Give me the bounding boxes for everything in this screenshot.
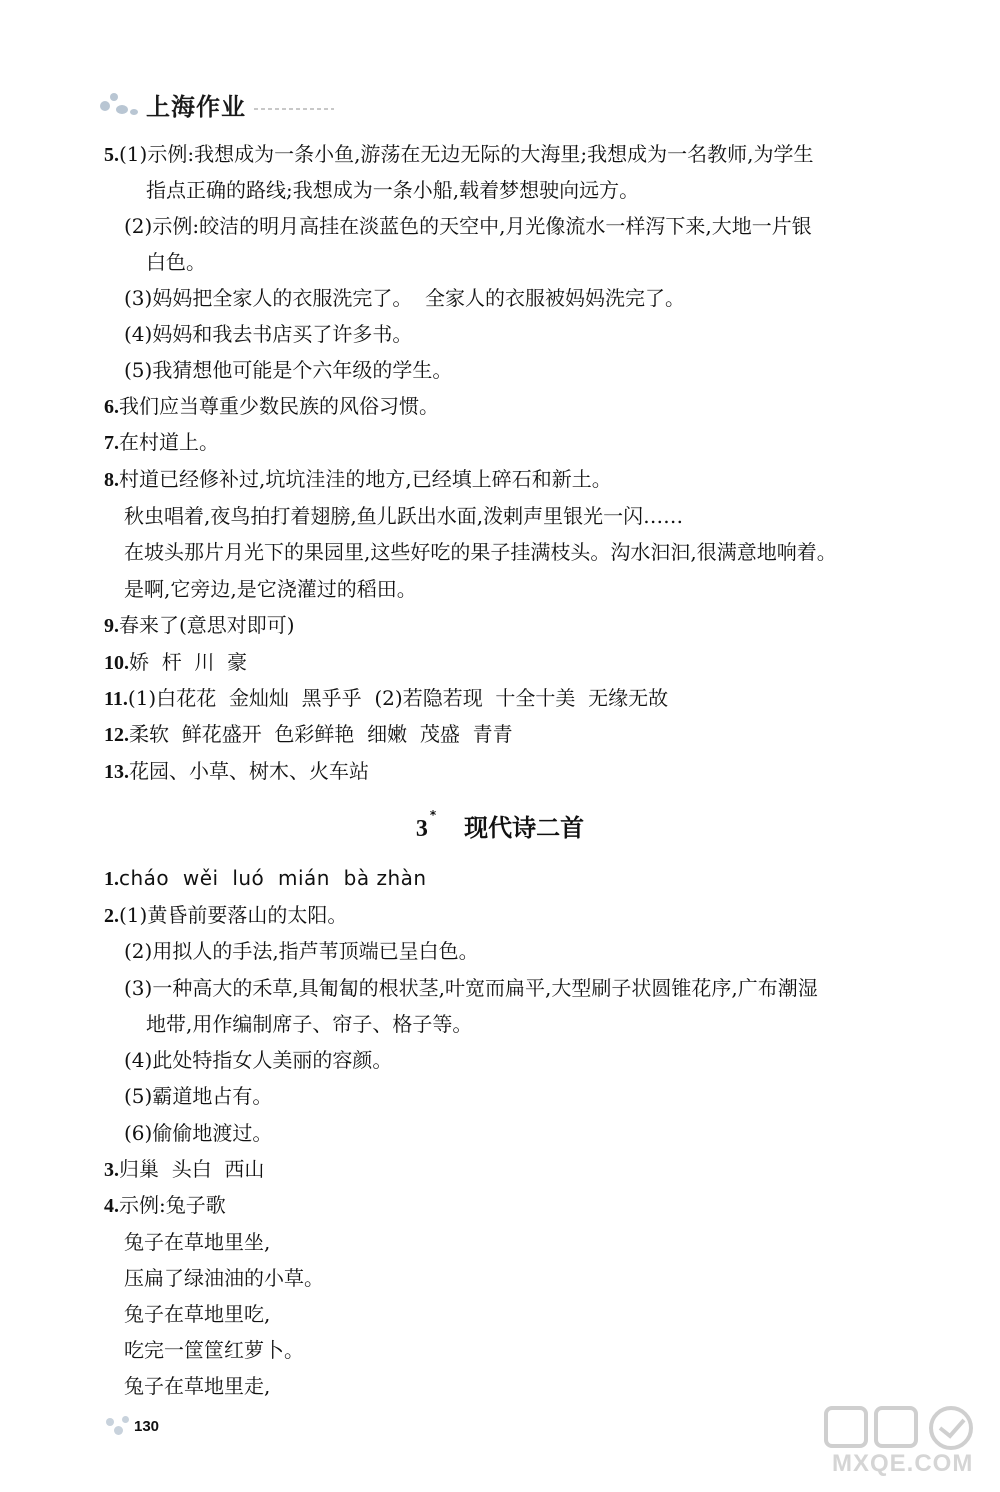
answer-line: 是啊,它旁边,是它浇灌过的稻田。 (124, 577, 417, 601)
answer-line: (5)我猜想他可能是个六年级的学生。 (124, 358, 453, 382)
answer-line: 地带,用作编制席子、帘子、格子等。 (146, 1012, 473, 1036)
answer-line: 秋虫唱着,夜鸟拍打着翅膀,鱼儿跃出水面,泼剌声里银光一闪…… (124, 504, 684, 528)
answer-line: 5.(1)示例:我想成为一条小鱼,游荡在无边无际的大海里;我想成为一名教师,为学生 (104, 142, 814, 166)
answer-line: 4.示例:兔子歌 (104, 1193, 226, 1217)
answer-line: (4)妈妈和我去书店买了许多书。 (124, 322, 413, 346)
watermark-text: MXQE.COM (832, 1450, 974, 1477)
watermark-emblem-icon (816, 1404, 996, 1452)
answer-line: (5)霸道地占有。 (124, 1084, 273, 1108)
answer-line: 2.(1)黄昏前要落山的太阳。 (104, 903, 348, 927)
answer-line: 13.花园、小草、树木、火车站 (104, 759, 369, 783)
answer-line: (2)示例:皎洁的明月高挂在淡蓝色的天空中,月光像流水一样泻下来,大地一片银 (124, 214, 812, 238)
answer-line: 12.柔软 鲜花盛开 色彩鲜艳 细嫩 茂盛 青青 (104, 722, 513, 746)
page-number: 130 (134, 1417, 160, 1435)
poem-line: 兔子在草地里吃, (124, 1302, 271, 1326)
watermark-logo (816, 1404, 996, 1488)
section-star: * (429, 808, 437, 822)
answer-line: 9.春来了(意思对即可) (104, 613, 295, 637)
poem-line: 兔子在草地里坐, (124, 1230, 271, 1254)
answer-line: (2)用拟人的手法,指芦苇顶端已呈白色。 (124, 939, 479, 963)
answer-line: 10.娇 杆 川 豪 (104, 650, 248, 674)
poem-line: 兔子在草地里走, (124, 1374, 271, 1398)
header-flower-decoration (96, 87, 144, 121)
answer-line: (4)此处特指女人美丽的容颜。 (124, 1048, 393, 1072)
poem-line: 吃完一筐筐红萝卜。 (124, 1338, 304, 1362)
answer-line: (3)一种高大的禾草,具匍匐的根状茎,叶宽而扁平,大型刷子状圆锥花序,广布潮湿 (124, 976, 818, 1000)
answer-line: 3.归巢 头白 西山 (104, 1157, 265, 1181)
answer-line: 7.在村道上。 (104, 430, 219, 454)
answer-line: 白色。 (146, 250, 206, 274)
page-header (96, 84, 334, 124)
answer-line: (6)偷偷地渡过。 (124, 1121, 273, 1145)
answer-line: 指点正确的路线;我想成为一条小船,载着梦想驶向远方。 (146, 178, 640, 202)
page-footer (104, 1412, 159, 1440)
answer-line: 1.cháo wěi luó mián bà zhàn (104, 866, 427, 890)
poem-line: 压扁了绿油油的小草。 (124, 1266, 324, 1290)
answer-line: 在坡头那片月光下的果园里,这些好吃的果子挂满枝头。沟水汩汩,很满意地响着。 (124, 540, 837, 564)
footer-flower-decoration (104, 1412, 134, 1440)
section-heading (0, 808, 1000, 843)
answer-line: (3)妈妈把全家人的衣服洗完了。 全家人的衣服被妈妈洗完了。 (124, 286, 686, 310)
section-number: 3 (415, 816, 428, 842)
answer-line: 11.(1)白花花 金灿灿 黑乎乎 (2)若隐若现 十全十美 无缘无故 (104, 686, 669, 710)
answer-line: 8.村道已经修补过,坑坑洼洼的地方,已经填上碎石和新土。 (104, 467, 612, 491)
section-title: 现代诗二首 (464, 814, 585, 842)
header-title: 上海作业 (146, 92, 246, 121)
header-rule (254, 108, 334, 110)
answer-line: 6.我们应当尊重少数民族的风俗习惯。 (104, 394, 439, 418)
